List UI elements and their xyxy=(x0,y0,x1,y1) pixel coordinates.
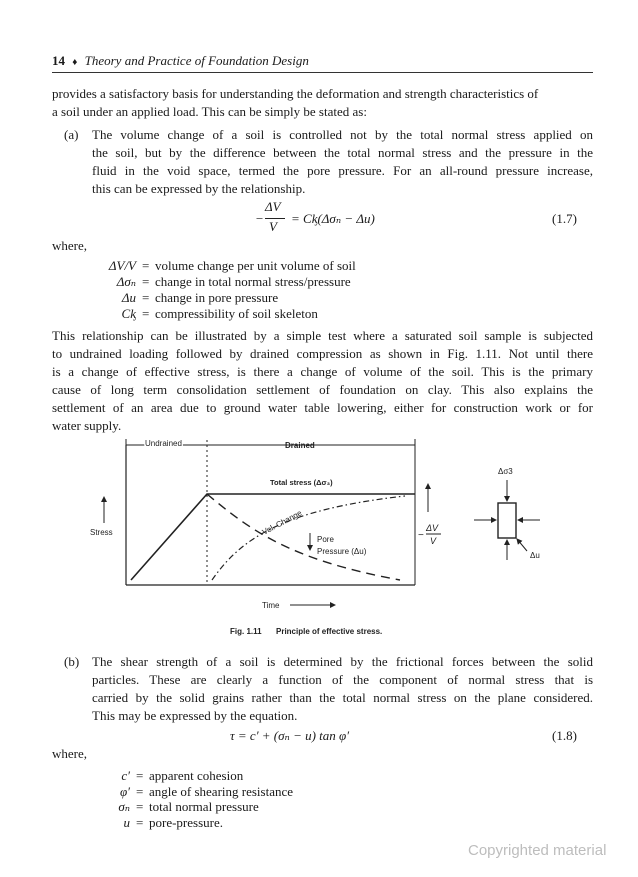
para2-line: to undrained loading followed by drained compression as shown in Fig. 1.11. Not until there xyxy=(52,346,593,361)
total-stress-line xyxy=(131,494,415,580)
item-a-line: The volume change of a soil is controlled not by the total normal stress applied on xyxy=(92,127,593,142)
def-desc: angle of shearing resistance xyxy=(149,783,294,799)
def-symbol: σₙ xyxy=(118,799,130,814)
def-eq: = xyxy=(136,783,144,799)
def-symbol: Δσₙ xyxy=(116,274,136,289)
label-pore: Pore xyxy=(317,535,334,544)
item-a-line: the soil, but by the difference between the total normal stress and the pressure in the xyxy=(92,145,593,160)
def-desc: compressibility of soil skeleton xyxy=(155,306,318,321)
eq17-rhs: = Cᶄ(Δσₙ − Δu) xyxy=(291,211,375,226)
def-eq: = xyxy=(136,799,144,814)
page-number: 14 xyxy=(52,53,65,68)
eq17-frac-den: V xyxy=(269,219,277,234)
eq17-minus: − xyxy=(255,211,264,226)
def-symbol: c′ xyxy=(121,768,130,783)
item-b-line: particles. These are clearly a function of the component of normal stress that is xyxy=(92,672,593,687)
para2-line: cause of long term consolidation settlement of foundation on clay. This also explains the xyxy=(52,382,593,397)
para2-line: settlement of an area due to ground water table lowering, either for construction work or for xyxy=(52,400,593,415)
label-v: V xyxy=(430,536,437,546)
eq17-frac-num: ΔV xyxy=(265,199,281,214)
equation-1-8: τ = c′ + (σₙ − u) tan φ′ xyxy=(230,728,350,743)
pore-arrow xyxy=(517,539,527,551)
definition-row xyxy=(52,768,452,784)
label-pore-pressure: Pressure (Δu) xyxy=(317,547,367,556)
definition-row xyxy=(52,274,452,290)
def-symbol: Δu xyxy=(121,290,136,305)
definition-row xyxy=(52,290,452,306)
para2-line: This relationship can be illustrated by a simple test where a saturated soil sample is subjected xyxy=(52,328,593,343)
running-header xyxy=(52,53,309,69)
item-b-line: The shear strength of a soil is determined by the frictional forces between the solid xyxy=(92,654,593,669)
def-eq: = xyxy=(136,768,144,783)
item-a-line: fluid in the void space, termed the pore pressure. For an all-round pressure increase, xyxy=(92,163,593,178)
item-b-line: This may be expressed by the equation. xyxy=(92,708,298,723)
def-symbol: Cᶄ xyxy=(121,306,136,321)
item-b-line: carried by the solid grains rather than the total normal stress on the plane considered. xyxy=(92,690,593,705)
def-desc: volume change per unit volume of soil xyxy=(155,258,356,273)
definition-row xyxy=(52,784,452,800)
label-vol-change: Vol. Change xyxy=(260,508,304,537)
def-symbol: u xyxy=(123,814,130,830)
def-desc: pore-pressure. xyxy=(149,814,223,830)
def-eq: = xyxy=(142,290,150,305)
label-minus: − xyxy=(418,530,424,541)
header-rule xyxy=(52,72,593,73)
def-eq: = xyxy=(142,274,150,289)
definition-list-1 xyxy=(52,258,452,322)
def-eq: = xyxy=(136,814,144,830)
label-undrained: Undrained xyxy=(145,439,182,448)
def-desc: change in pore pressure xyxy=(155,290,279,305)
definition-row xyxy=(52,815,452,831)
def-eq: = xyxy=(142,306,150,321)
definition-list-2 xyxy=(52,768,452,830)
label-time: Time xyxy=(262,601,280,610)
label-total-stress: Total stress (Δσ₃) xyxy=(270,478,333,487)
eq17-number: (1.7) xyxy=(552,211,577,226)
definition-row xyxy=(52,306,452,322)
def-desc: apparent cohesion xyxy=(149,768,244,783)
label-drained: Drained xyxy=(285,441,315,450)
caption-number: Fig. 1.11 xyxy=(230,627,262,636)
label-ds3: Δσ3 xyxy=(498,467,513,476)
item-a-label: (a) xyxy=(64,127,79,142)
header-bullet: ♦ xyxy=(72,57,78,68)
label-dv: ΔV xyxy=(426,523,439,533)
paragraph-2 xyxy=(52,327,593,435)
running-title: Theory and Practice of Foundation Design xyxy=(84,53,309,68)
definition-row xyxy=(52,258,452,274)
pore-pressure-curve xyxy=(207,494,400,580)
para2-line: is a change of effective stress, is there a change of volume of the soil. This is the primary xyxy=(52,364,593,379)
def-symbol: ΔV/V xyxy=(108,258,136,273)
intro-line-1: provides a satisfactory basis for understanding the deformation and strength characteristics of xyxy=(52,86,539,101)
intro-line-2: a soil under an applied load. This can be simply be stated as: xyxy=(52,104,367,119)
def-eq: = xyxy=(142,258,150,273)
def-desc: change in total normal stress/pressure xyxy=(155,274,351,289)
where-2: where, xyxy=(52,746,88,761)
item-b-label: (b) xyxy=(64,654,80,669)
volume-change-curve xyxy=(212,496,405,580)
copyright-footer: Copyrighted material xyxy=(468,842,607,859)
para2-line: water supply. xyxy=(52,418,122,433)
figure-1-11 xyxy=(0,430,638,650)
label-du: Δu xyxy=(530,551,540,560)
caption-text: Principle of effective stress. xyxy=(276,627,383,636)
label-stress: Stress xyxy=(90,528,113,537)
soil-element xyxy=(498,503,516,538)
eq18-number: (1.8) xyxy=(552,728,577,743)
item-a-line: this can be expressed by the relationship. xyxy=(92,181,306,196)
definition-row xyxy=(52,799,452,815)
def-desc: total normal pressure xyxy=(149,799,259,814)
where-1: where, xyxy=(52,238,88,253)
def-symbol: φ′ xyxy=(119,783,130,799)
